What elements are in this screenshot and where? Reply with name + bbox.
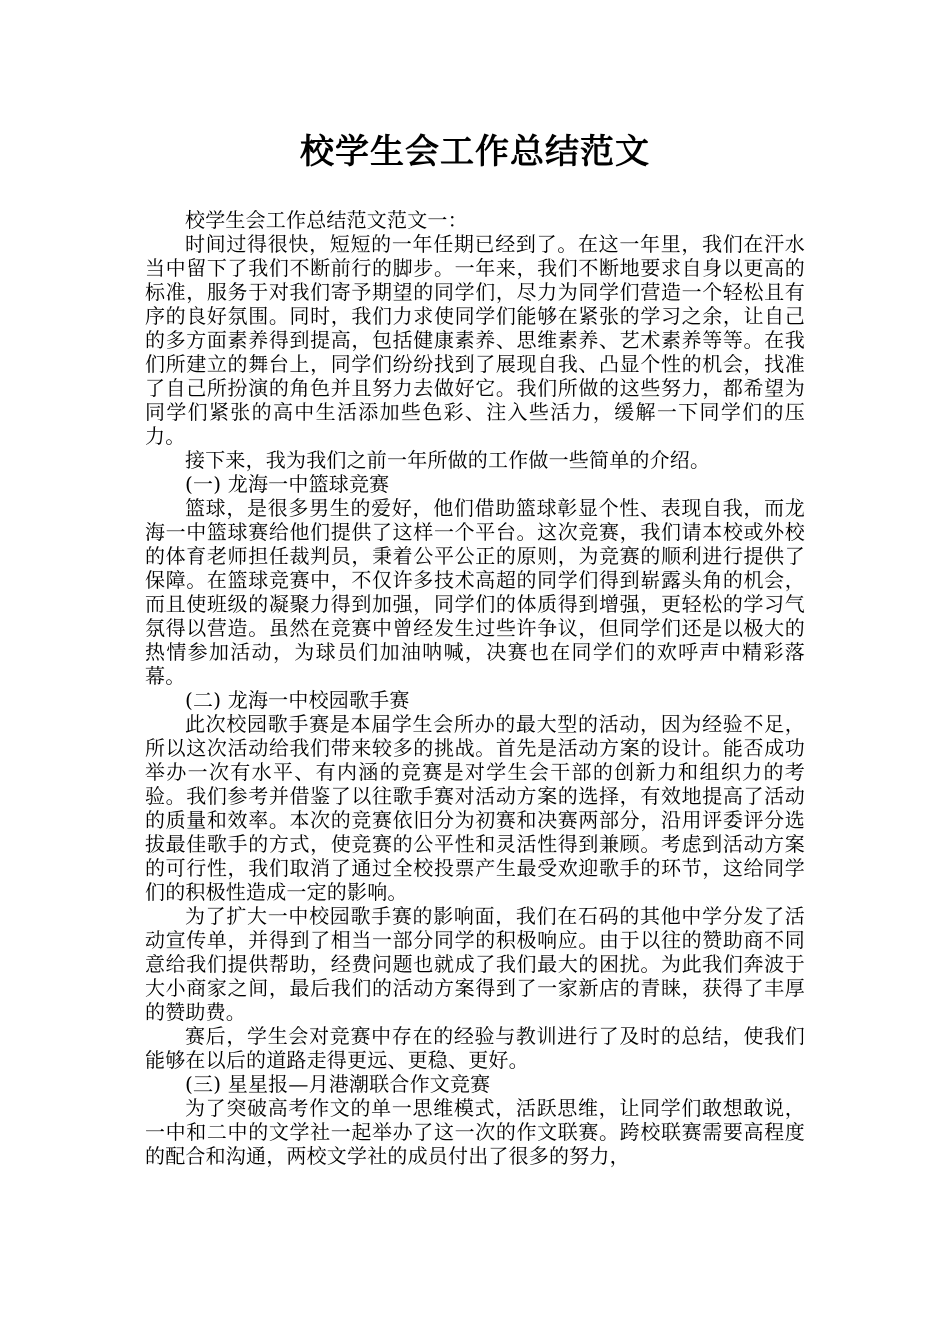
section-heading: (三) 星星报—月港潮联合作文竞赛 xyxy=(185,1072,491,1096)
document-body xyxy=(145,208,805,1168)
paragraph: 为了突破高考作文的单一思维模式，活跃思维，让同学们敢想敢说，一中和二中的文学社一起举办了这一次的作文联赛。跨校联赛需要高程度的配合和沟通，两校文学社的成员付出了很多的努力， xyxy=(145,1096,805,1168)
paragraph: 此次校园歌手赛是本届学生会所办的最大型的活动，因为经验不足，所以这次活动给我们带来较多的挑战。首先是活动方案的设计。能否成功举办一次有水平、有内涵的竞赛是对学生会干部的创新力和组织力的考验。我们参考并借鉴了以往歌手赛对活动方案的选择，有效地提高了活动的质量和效率。本次的竞赛依旧分为初赛和决赛两部分，沿用评委评分选拔最佳歌手的方式，使竞赛的公平性和灵活性得到兼顾。考虑到活动方案的可行性，我们取消了通过全校投票产生最受欢迎歌手的环节，这给同学们的积极性造成一定的影响。 xyxy=(145,712,805,904)
paragraph: 赛后，学生会对竞赛中存在的经验与教训进行了及时的总结，使我们能够在以后的道路走得更远、更稳、更好。 xyxy=(145,1024,805,1072)
paragraph: 接下来，我为我们之前一年所做的工作做一些简单的介绍。 xyxy=(185,448,711,472)
document-page xyxy=(145,120,805,1168)
paragraph: 为了扩大一中校园歌手赛的影响面，我们在石码的其他中学分发了活动宣传单，并得到了相当一部分同学的积极响应。由于以往的赞助商不同意给我们提供帮助，经费问题也就成了我们最大的困扰。为此我们奔波于大小商家之间，最后我们的活动方案得到了一家新店的青睐，获得了丰厚的赞助费。 xyxy=(145,904,805,1024)
paragraph: 篮球，是很多男生的爱好，他们借助篮球彰显个性、表现自我，而龙海一中篮球赛给他们提供了这样一个平台。这次竞赛，我们请本校或外校的体育老师担任裁判员，秉着公平公正的原则，为竞赛的顺利进行提供了保障。在篮球竞赛中，不仅许多技术高超的同学们得到崭露头角的机会，而且使班级的凝聚力得到加强，同学们的体质得到增强，更轻松的学习气氛得以营造。虽然在竞赛中曾经发生过些许争议，但同学们还是以极大的热情参加活动，为球员们加油呐喊，决赛也在同学们的欢呼声中精彩落幕。 xyxy=(145,496,805,688)
paragraph-intro: 校学生会工作总结范文范文一： xyxy=(185,208,468,232)
paragraph: 时间过得很快，短短的一年任期已经到了。在这一年里，我们在汗水当中留下了我们不断前行的脚步。一年来，我们不断地要求自身以更高的标准，服务于对我们寄予期望的同学们，尽力为同学们营造一个轻松且有序的良好氛围。同时，我们力求使同学们能够在紧张的学习之余，让自己的多方面素养得到提高，包括健康素养、思维素养、艺术素养等等。在我们所建立的舞台上，同学们纷纷找到了展现自我、凸显个性的机会，找准了自己所扮演的角色并且努力去做好它。我们所做的这些努力，都希望为同学们紧张的高中生活添加些色彩、注入些活力，缓解一下同学们的压力。 xyxy=(145,232,805,448)
section-heading: (一) 龙海一中篮球竞赛 xyxy=(185,472,390,496)
section-heading: (二) 龙海一中校园歌手赛 xyxy=(185,688,410,712)
document-title: 校学生会工作总结范文 xyxy=(300,132,650,172)
